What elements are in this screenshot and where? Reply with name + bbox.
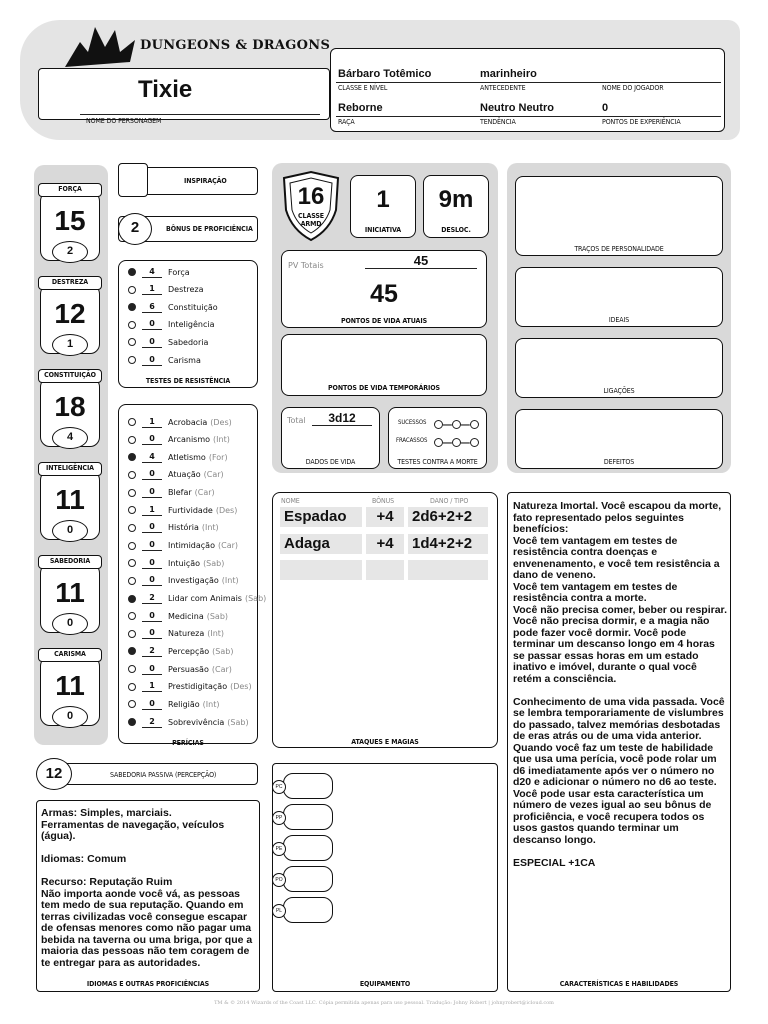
- proficiencies-text[interactable]: Armas: Simples, marciais. Ferramentas de navegação, veículos (água). Idiomas: Comum Recurso: Reputação Ruim Não importa aonde você vá, as pessoas tem medo de sua reputação. Quando em terras civilizadas você consegue escapar de ofensas menores como não pagar uma bebida na taverna ou uma briga, por que a maioria das pessoas não tem coragem de te entregar para as autoridades.: [41, 807, 253, 969]
- skill-ability: (For): [208, 452, 228, 462]
- attack-empty-name[interactable]: [280, 560, 362, 580]
- flaws-label: DEFEITOS: [603, 458, 635, 466]
- skill-name: Investigação: [168, 576, 219, 586]
- death-saves-label: TESTES CONTRA A MORTE: [397, 458, 478, 466]
- skill-ability: (Car): [194, 488, 215, 498]
- skill-ability: (Sab): [212, 646, 234, 656]
- coin-box[interactable]: [275, 773, 333, 799]
- save-row[interactable]: [128, 265, 190, 279]
- traits-box[interactable]: [515, 176, 723, 256]
- ability-3: [40, 462, 100, 547]
- skill-name: Sobrevivência: [168, 717, 225, 727]
- skill-row[interactable]: [128, 539, 238, 553]
- character-name-label: NOME DO PERSONAGEM: [86, 117, 162, 125]
- skill-name: Intuição: [168, 558, 201, 568]
- save-modifier[interactable]: 4: [142, 267, 162, 278]
- skill-proficiency-dot[interactable]: [128, 612, 136, 620]
- skill-row[interactable]: [128, 680, 252, 694]
- features-title: CARACTERÍSTICAS E HABILIDADES: [559, 980, 679, 988]
- ability-name: CONSTITUIÇÃO: [38, 369, 102, 383]
- skill-name: Prestidigitação: [168, 682, 228, 692]
- armor-class-label: CLASSE ARMD: [298, 212, 324, 228]
- ability-modifier[interactable]: 1: [52, 334, 88, 356]
- skill-name: Natureza: [168, 629, 205, 639]
- save-modifier[interactable]: 0: [142, 337, 162, 348]
- save-proficiency-dot[interactable]: [128, 321, 136, 329]
- skill-modifier[interactable]: 0: [142, 558, 162, 569]
- hp-current-value[interactable]: 45: [370, 280, 398, 308]
- bonds-label: LIGAÇÕES: [603, 387, 635, 395]
- save-proficiency-dot[interactable]: [128, 338, 136, 346]
- class-level[interactable]: Bárbaro Totêmico: [338, 68, 432, 80]
- attack-name[interactable]: Espadao: [280, 507, 362, 527]
- game-logo: DUNGEONS & DRAGONS: [140, 38, 331, 53]
- death-fail-label: FRACASSOS: [396, 437, 428, 444]
- ability-name: DESTREZA: [38, 276, 102, 290]
- save-name: Destreza: [168, 285, 204, 295]
- death-success-label: SUCESSOS: [398, 419, 427, 426]
- hp-max-value[interactable]: 45: [413, 253, 429, 268]
- skill-proficiency-dot[interactable]: [128, 489, 136, 497]
- attack-empty-bonus[interactable]: [366, 560, 404, 580]
- attacks-title: ATAQUES E MAGIAS: [351, 738, 419, 746]
- skill-row[interactable]: [128, 644, 233, 658]
- skill-ability: (Int): [202, 699, 220, 709]
- race[interactable]: Reborne: [338, 102, 383, 114]
- ability-modifier[interactable]: 4: [52, 427, 88, 449]
- race-label: RAÇA: [338, 118, 355, 126]
- ability-modifier[interactable]: 0: [52, 613, 88, 635]
- attack-empty-damage[interactable]: [408, 560, 488, 580]
- character-name-underline: [80, 114, 320, 115]
- skill-modifier[interactable]: 0: [142, 628, 162, 639]
- skill-modifier[interactable]: 0: [142, 611, 162, 622]
- background[interactable]: marinheiro: [480, 68, 537, 80]
- attack-damage[interactable]: 1d4+2+2: [408, 534, 488, 554]
- traits-label: TRAÇOS DE PERSONALIDADE: [574, 245, 664, 253]
- save-row[interactable]: [128, 283, 204, 297]
- skill-modifier[interactable]: 0: [142, 664, 162, 675]
- skill-name: Persuasão: [168, 664, 209, 674]
- character-name[interactable]: Tixie: [138, 76, 193, 103]
- coin-box[interactable]: [275, 835, 333, 861]
- skill-ability: (Des): [210, 417, 232, 427]
- passive-label: SABEDORIA PASSIVA (PERCEPÇÃO): [110, 771, 217, 779]
- race-line: [336, 116, 721, 117]
- skill-modifier[interactable]: 0: [142, 487, 162, 498]
- skill-row[interactable]: [128, 415, 232, 429]
- skill-modifier[interactable]: 0: [142, 522, 162, 533]
- ability-5: [40, 648, 100, 733]
- save-proficiency-dot[interactable]: [128, 286, 136, 294]
- skill-modifier[interactable]: 1: [142, 505, 162, 516]
- death-success-2[interactable]: [452, 420, 461, 429]
- death-success-circles[interactable]: ‒ ‒: [434, 416, 479, 434]
- skill-name: Religião: [168, 699, 200, 709]
- skill-proficiency-dot[interactable]: [128, 418, 136, 426]
- skill-ability: (Car): [211, 664, 232, 674]
- skill-modifier[interactable]: 2: [142, 646, 162, 657]
- skill-proficiency-dot[interactable]: [128, 595, 136, 603]
- skill-row[interactable]: [128, 662, 232, 676]
- skill-row[interactable]: [128, 715, 249, 729]
- skill-modifier[interactable]: 0: [142, 469, 162, 480]
- ability-name: CARISMA: [38, 648, 102, 662]
- save-modifier[interactable]: 0: [142, 355, 162, 366]
- saves-title: TESTES DE RESISTÊNCIA: [145, 377, 231, 385]
- attack-bonus[interactable]: +4: [366, 507, 404, 527]
- dragon-logo-icon: [60, 22, 150, 72]
- skill-ability: (Sab): [227, 717, 249, 727]
- skill-modifier[interactable]: 4: [142, 452, 162, 463]
- passive-value[interactable]: 12: [45, 765, 63, 782]
- death-success-1[interactable]: [434, 420, 443, 429]
- skill-proficiency-dot[interactable]: [128, 683, 136, 691]
- hp-max-label: PV Totais: [288, 261, 324, 270]
- ability-4: [40, 555, 100, 640]
- skill-proficiency-dot[interactable]: [128, 700, 136, 708]
- footer-text: TM & © 2014 Wizards of the Coast LLC. Cópia permitida apenas para uso pessoal. Tradução: Johny Robert | johnyrobert@icloud.com: [214, 1000, 554, 1006]
- save-modifier[interactable]: 0: [142, 319, 162, 330]
- hp-current-label: PONTOS DE VIDA ATUAIS: [340, 317, 428, 325]
- save-name: Inteligência: [168, 320, 215, 330]
- ability-name: FORÇA: [38, 183, 102, 197]
- background-label: ANTECEDENTE: [480, 84, 526, 92]
- skill-ability: (Sab): [203, 558, 225, 568]
- skill-ability: (Des): [215, 505, 238, 515]
- skill-proficiency-dot[interactable]: [128, 471, 136, 479]
- coin-box[interactable]: [275, 866, 333, 892]
- skill-ability: (Int): [201, 523, 219, 533]
- ability-2: [40, 369, 100, 454]
- armor-class-value[interactable]: 16: [297, 183, 325, 210]
- skill-name: Furtividade: [168, 505, 213, 515]
- skill-row[interactable]: [128, 627, 224, 641]
- save-name: Carisma: [168, 355, 201, 365]
- ability-1: [40, 276, 100, 361]
- skills-title: PERÍCIAS: [172, 739, 204, 747]
- save-row[interactable]: [128, 335, 208, 349]
- ability-name: SABEDORIA: [38, 555, 102, 569]
- skill-modifier[interactable]: 0: [142, 540, 162, 551]
- skill-name: Intimidação: [168, 541, 215, 551]
- ability-0: [40, 183, 100, 268]
- equipment-title: EQUIPAMENTO: [359, 980, 411, 988]
- death-fail-2[interactable]: [452, 438, 461, 447]
- skill-row[interactable]: [128, 468, 224, 482]
- save-row[interactable]: [128, 318, 215, 332]
- skill-modifier[interactable]: 2: [142, 593, 162, 604]
- skill-proficiency-dot[interactable]: [128, 506, 136, 514]
- attacks-col-name: NOME: [281, 497, 300, 505]
- skill-ability: (Sab): [206, 611, 229, 621]
- ability-score[interactable]: 15: [54, 205, 86, 236]
- skill-ability: (Int): [207, 629, 225, 639]
- attacks-box: [272, 492, 498, 748]
- skill-row[interactable]: [128, 433, 230, 447]
- ability-score[interactable]: 12: [54, 298, 86, 329]
- skill-name: Percepção: [168, 646, 210, 656]
- coin-label: PO: [272, 873, 286, 887]
- skill-modifier[interactable]: 0: [142, 575, 162, 586]
- skill-row[interactable]: [128, 556, 224, 570]
- hit-dice-total-label: Total: [287, 416, 306, 425]
- skill-proficiency-dot[interactable]: [128, 665, 136, 673]
- skill-ability: (Car): [217, 541, 239, 551]
- ability-modifier[interactable]: 0: [52, 706, 88, 728]
- hit-dice-total[interactable]: 3d12: [312, 411, 372, 426]
- skill-ability: (Car): [203, 470, 224, 480]
- alignment[interactable]: Neutro Neutro: [480, 102, 554, 114]
- class-level-line: [336, 82, 721, 83]
- death-fail-3[interactable]: [470, 438, 479, 447]
- inspiration-value-box[interactable]: [118, 163, 148, 197]
- skill-row[interactable]: [128, 503, 237, 517]
- ability-score[interactable]: 11: [55, 670, 85, 701]
- initiative-value[interactable]: 1: [376, 186, 390, 213]
- death-fail-circles[interactable]: ‒ ‒: [434, 434, 479, 452]
- skill-row[interactable]: [128, 486, 215, 500]
- skill-row[interactable]: [128, 609, 228, 623]
- save-name: Sabedoria: [168, 337, 209, 347]
- player-name-label: NOME DO JOGADOR: [602, 84, 664, 92]
- ability-score[interactable]: 11: [55, 577, 85, 608]
- attacks-col-bonus: BÔNUS: [372, 497, 394, 505]
- save-modifier[interactable]: 6: [142, 302, 162, 313]
- proficiencies-title: IDIOMAS E OUTRAS PROFICIÊNCIAS: [86, 980, 210, 988]
- skill-modifier[interactable]: 2: [142, 717, 162, 728]
- hp-max-line: [365, 268, 477, 269]
- skill-modifier[interactable]: 1: [142, 681, 162, 692]
- coin-label: PC: [272, 780, 286, 794]
- skill-name: Arcanismo: [168, 435, 211, 445]
- features-text[interactable]: Natureza Imortal. Você escapou da morte, fato representado pelos seguintes benefícios: Você tem vantagem em testes de resistência contra doenças e envenenamento, e você tem resistência a dano de veneno. Você tem vantagem em testes de resistência contra a morte. Você não precisa comer, beber ou respirar. Você não precisa dormir, e a magia não pode fazer você dormir. Você pode terminar um descanso longo em 4 horas se passar essas horas em um estado inativo e imóvel, durante o qual você retém a consciência. Conhecimento de uma vida passada. Você se lembra temporariamente de vislumbres do passado, talvez memórias desbotadas de eras atrás ou de uma vida anterior. Quando você faz um teste de habilidade que usa uma perícia, você pode rolar um d6 imediatamente após ver o número no d20 e adicionar o número no d6 ao teste. Você pode usar esta característica um número de vezes igual ao seu bônus de proficiência, e você recupera todos os usos gastos quando terminar um descanso longo. ESPECIAL +1CA: [513, 500, 727, 869]
- attack-bonus[interactable]: +4: [366, 534, 404, 554]
- skill-name: Atletismo: [168, 452, 206, 462]
- speed-label: DESLOC.: [441, 226, 471, 234]
- skill-proficiency-dot[interactable]: [128, 559, 136, 567]
- hp-temp-label: PONTOS DE VIDA TEMPORÁRIOS: [328, 384, 440, 392]
- coin-box[interactable]: [275, 804, 333, 830]
- inspiration-label: INSPIRAÇÃO: [184, 177, 227, 185]
- skill-name: Blefar: [168, 488, 192, 498]
- attacks-col-damage: DANO / TIPO: [430, 497, 469, 505]
- skill-proficiency-dot[interactable]: [128, 647, 136, 655]
- skill-name: Acrobacia: [168, 417, 208, 427]
- skill-row[interactable]: [128, 574, 239, 588]
- ability-score[interactable]: 18: [54, 391, 86, 422]
- attack-name[interactable]: Adaga: [280, 534, 362, 554]
- save-proficiency-dot[interactable]: [128, 268, 136, 276]
- skill-modifier[interactable]: 1: [142, 417, 162, 428]
- skill-proficiency-dot[interactable]: [128, 524, 136, 532]
- hit-dice-label: DADOS DE VIDA: [305, 458, 356, 466]
- skill-name: Medicina: [168, 611, 204, 621]
- ability-modifier[interactable]: 2: [52, 241, 88, 263]
- proficiency-value[interactable]: 2: [130, 219, 140, 236]
- skill-proficiency-dot[interactable]: [128, 577, 136, 585]
- skill-row[interactable]: [128, 592, 266, 606]
- xp[interactable]: 0: [602, 102, 609, 114]
- skill-ability: (Sab): [244, 594, 267, 603]
- ideals-label: IDEAIS: [608, 316, 630, 324]
- skill-row[interactable]: [128, 450, 228, 464]
- skill-ability: (Int): [213, 435, 230, 445]
- skill-modifier[interactable]: 0: [142, 434, 162, 445]
- coin-box[interactable]: [275, 897, 333, 923]
- save-name: Constituição: [168, 302, 218, 312]
- initiative-label: INICIATIVA: [364, 226, 402, 234]
- death-success-3[interactable]: [470, 420, 479, 429]
- skill-modifier[interactable]: 0: [142, 699, 162, 710]
- skill-proficiency-dot[interactable]: [128, 718, 136, 726]
- skill-ability: (Des): [230, 682, 252, 692]
- skill-row[interactable]: [128, 521, 219, 535]
- speed-value[interactable]: 9m: [438, 186, 474, 213]
- skill-proficiency-dot[interactable]: [128, 436, 136, 444]
- save-modifier[interactable]: 1: [142, 284, 162, 295]
- class-level-label: CLASSE E NÍVEL: [338, 84, 388, 92]
- ability-name: INTELIGÊNCIA: [38, 462, 102, 476]
- xp-label: PONTOS DE EXPERIÊNCIA: [602, 118, 681, 126]
- attack-damage[interactable]: 2d6+2+2: [408, 507, 488, 527]
- coin-label: PE: [272, 842, 286, 856]
- save-proficiency-dot[interactable]: [128, 303, 136, 311]
- skill-name: Lidar com Animais: [168, 594, 242, 603]
- alignment-label: TENDÊNCIA: [480, 118, 516, 126]
- skill-row[interactable]: [128, 697, 219, 711]
- skill-proficiency-dot[interactable]: [128, 453, 136, 461]
- skill-ability: (Int): [221, 576, 239, 586]
- coin-label: PP: [272, 811, 286, 825]
- ability-modifier[interactable]: 0: [52, 520, 88, 542]
- death-fail-1[interactable]: [434, 438, 443, 447]
- proficiency-label: BÔNUS DE PROFICIÊNCIA: [166, 225, 253, 233]
- skill-name: Atuação: [168, 470, 201, 480]
- save-proficiency-dot[interactable]: [128, 356, 136, 364]
- save-name: Força: [168, 267, 190, 277]
- save-row[interactable]: [128, 300, 218, 314]
- skill-proficiency-dot[interactable]: [128, 630, 136, 638]
- save-row[interactable]: [128, 353, 201, 367]
- skill-name: História: [168, 523, 199, 533]
- coin-label: PL: [272, 904, 286, 918]
- skill-proficiency-dot[interactable]: [128, 542, 136, 550]
- ability-score[interactable]: 11: [55, 484, 85, 515]
